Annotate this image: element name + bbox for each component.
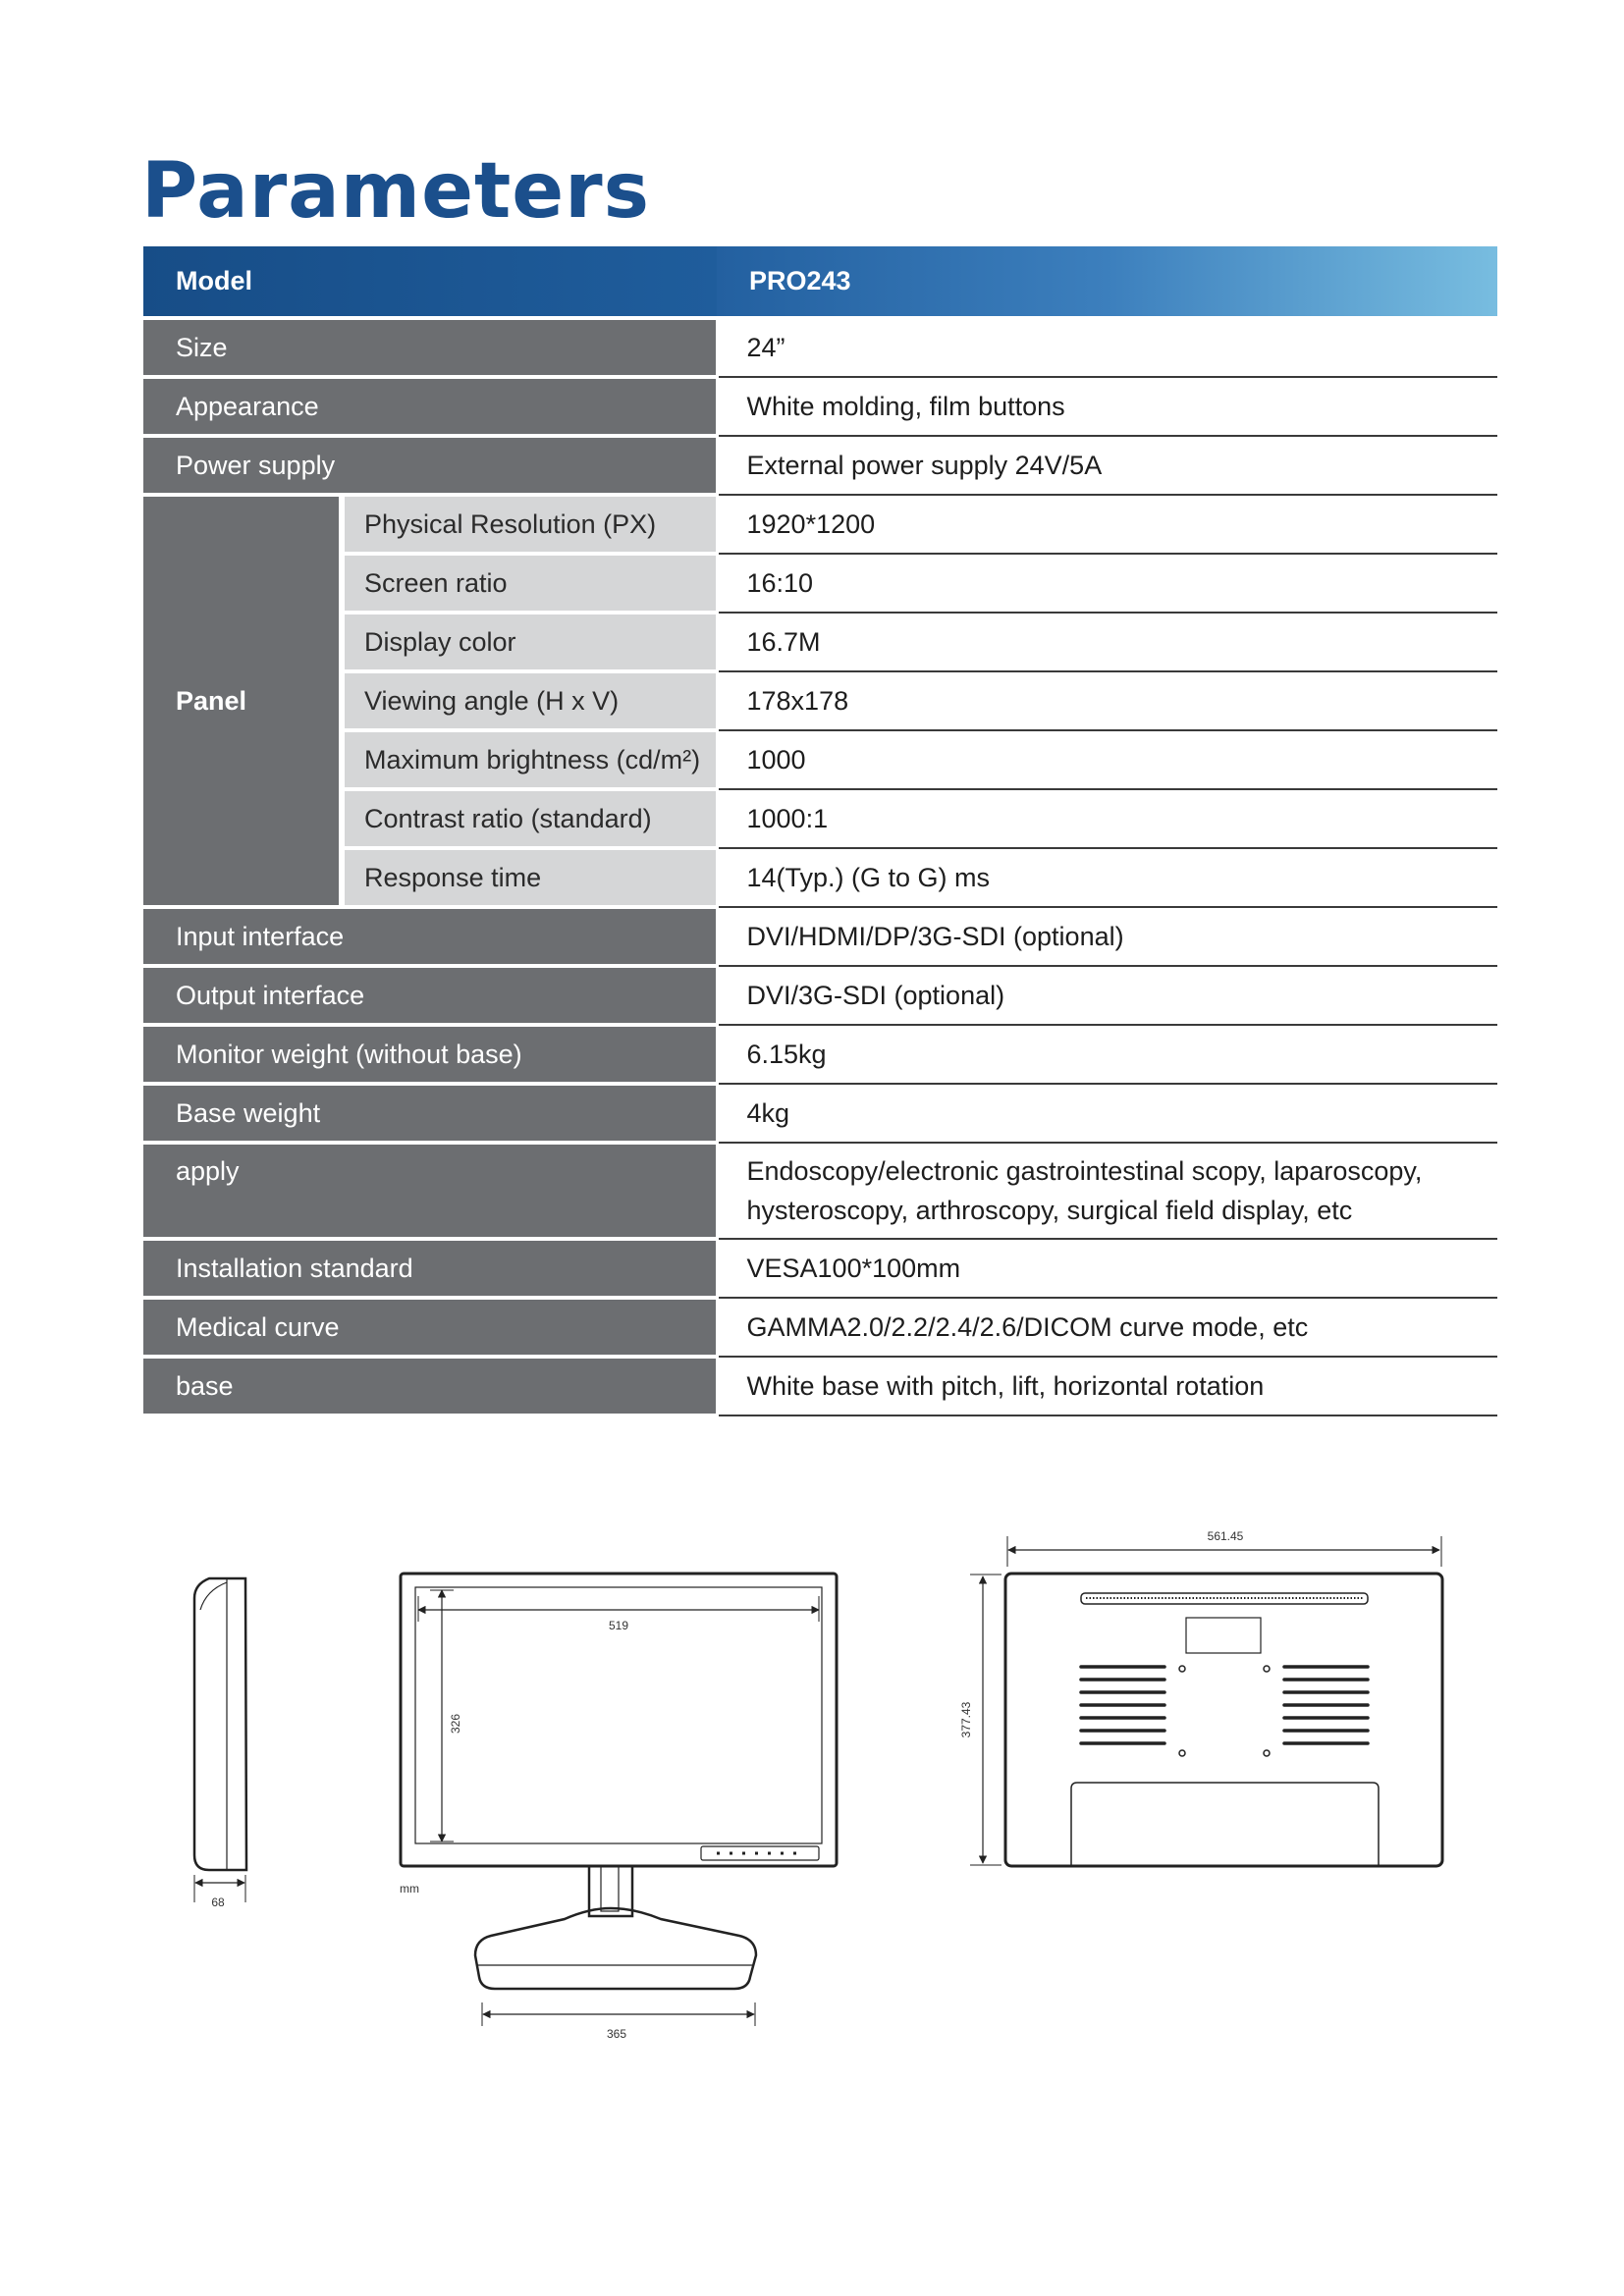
screen-height-label: 326 bbox=[449, 1713, 462, 1735]
row-key: Base weight bbox=[143, 1084, 717, 1143]
page-title: Parameters bbox=[141, 147, 651, 236]
panel-row-value: 1000 bbox=[717, 730, 1497, 789]
row-value: DVI/3G-SDI (optional) bbox=[717, 966, 1497, 1025]
panel-group-label: Panel bbox=[143, 495, 342, 907]
row-key: Power supply bbox=[143, 436, 717, 495]
technical-drawings bbox=[0, 1502, 1624, 2061]
row-value: External power supply 24V/5A bbox=[717, 436, 1497, 495]
panel-row-key: Viewing angle (H x V) bbox=[342, 671, 717, 730]
panel-row-key: Maximum brightness (cd/m²) bbox=[342, 730, 717, 789]
panel-row-key: Contrast ratio (standard) bbox=[342, 789, 717, 848]
row-key: apply bbox=[143, 1143, 717, 1239]
table-row bbox=[143, 1025, 1497, 1084]
table-row bbox=[143, 495, 1497, 554]
table-row bbox=[143, 1298, 1497, 1357]
table-row bbox=[143, 966, 1497, 1025]
table-row bbox=[143, 1239, 1497, 1298]
table-row bbox=[143, 1143, 1497, 1239]
row-value: White molding, film buttons bbox=[717, 377, 1497, 436]
table-row bbox=[143, 671, 1497, 730]
table-row bbox=[143, 318, 1497, 377]
row-value: DVI/HDMI/DP/3G-SDI (optional) bbox=[717, 907, 1497, 966]
rear-height-dimension bbox=[970, 1575, 1001, 1865]
row-key: Size bbox=[143, 318, 717, 377]
table-row bbox=[143, 789, 1497, 848]
panel-row-key: Physical Resolution (PX) bbox=[342, 495, 717, 554]
row-value: 6.15kg bbox=[717, 1025, 1497, 1084]
row-key: Installation standard bbox=[143, 1239, 717, 1298]
front-view-drawing bbox=[401, 1574, 837, 1989]
header-value: PRO243 bbox=[717, 246, 1497, 318]
table-row bbox=[143, 377, 1497, 436]
row-key: Output interface bbox=[143, 966, 717, 1025]
panel-row-value: 14(Typ.) (G to G) ms bbox=[717, 848, 1497, 907]
row-value: White base with pitch, lift, horizontal rotation bbox=[717, 1357, 1497, 1415]
screen-width-label: 519 bbox=[608, 1619, 629, 1632]
row-value: VESA100*100mm bbox=[717, 1239, 1497, 1298]
row-key: Input interface bbox=[143, 907, 717, 966]
panel-row-key: Display color bbox=[342, 613, 717, 671]
table-row bbox=[143, 436, 1497, 495]
row-key: Medical curve bbox=[143, 1298, 717, 1357]
panel-row-value: 1000:1 bbox=[717, 789, 1497, 848]
rear-view-drawing bbox=[1005, 1574, 1442, 1866]
row-value: 24” bbox=[717, 318, 1497, 377]
base-width-dimension bbox=[482, 2002, 755, 2026]
row-key: base bbox=[143, 1357, 717, 1415]
table-row bbox=[143, 613, 1497, 671]
row-key: Appearance bbox=[143, 377, 717, 436]
panel-row-key: Screen ratio bbox=[342, 554, 717, 613]
header-key: Model bbox=[143, 246, 717, 318]
panel-row-value: 178x178 bbox=[717, 671, 1497, 730]
panel-row-value: 16:10 bbox=[717, 554, 1497, 613]
row-key: Monitor weight (without base) bbox=[143, 1025, 717, 1084]
table-row bbox=[143, 907, 1497, 966]
rear-height-label: 377.43 bbox=[959, 1701, 973, 1738]
row-value: 4kg bbox=[717, 1084, 1497, 1143]
side-depth-label: 68 bbox=[211, 1896, 225, 1909]
panel-row-value: 1920*1200 bbox=[717, 495, 1497, 554]
rear-width-label: 561.45 bbox=[1207, 1529, 1244, 1543]
unit-label: mm bbox=[400, 1882, 419, 1896]
panel-row-value: 16.7M bbox=[717, 613, 1497, 671]
base-width-label: 365 bbox=[606, 2027, 627, 2041]
side-view-drawing bbox=[194, 1578, 246, 1870]
table-row bbox=[143, 1084, 1497, 1143]
table-row bbox=[143, 848, 1497, 907]
table-row bbox=[143, 1357, 1497, 1415]
spec-table bbox=[143, 246, 1497, 1417]
table-header-row bbox=[143, 246, 1497, 318]
table-row bbox=[143, 554, 1497, 613]
table-row bbox=[143, 730, 1497, 789]
panel-row-key: Response time bbox=[342, 848, 717, 907]
row-value: GAMMA2.0/2.2/2.4/2.6/DICOM curve mode, etc bbox=[717, 1298, 1497, 1357]
row-value: Endoscopy/electronic gastrointestinal scopy, laparoscopy, hysteroscopy, arthroscopy, surgical field display, etc bbox=[717, 1143, 1497, 1239]
